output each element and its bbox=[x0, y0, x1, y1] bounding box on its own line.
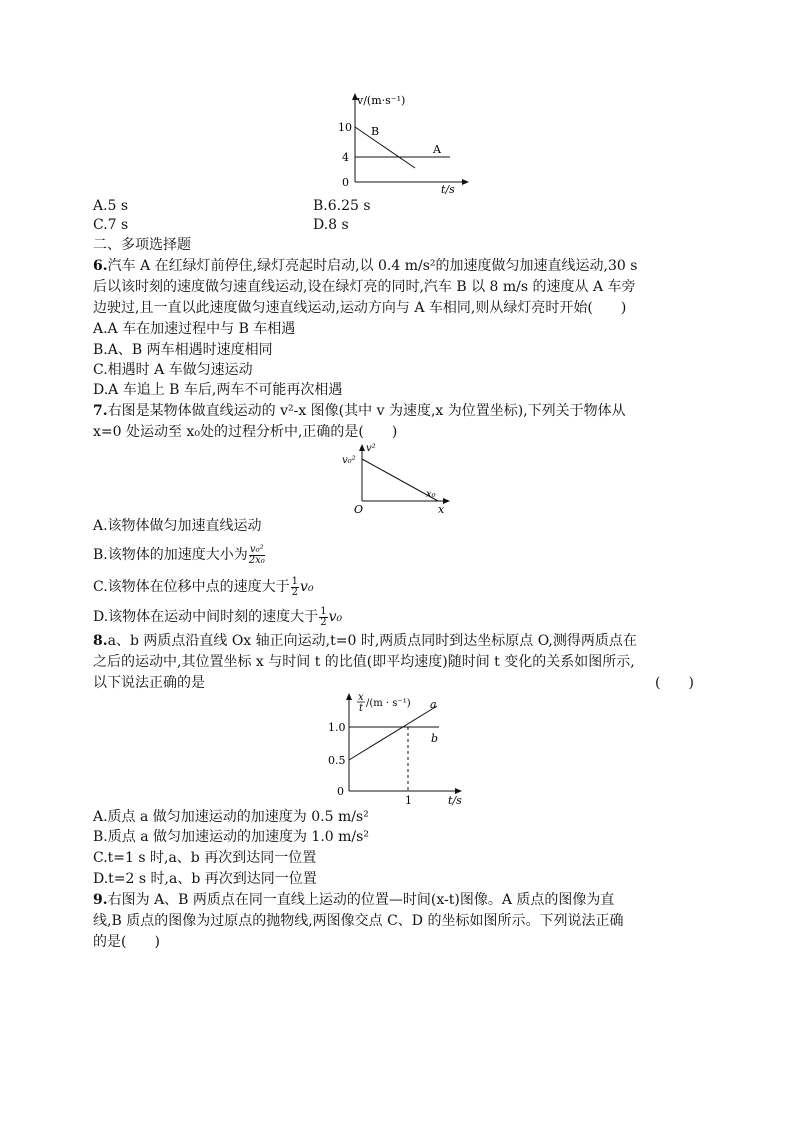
q7-option-b-text: B.该物体的加速度大小为 bbox=[93, 547, 248, 563]
y-axis-fraction-x: x bbox=[358, 692, 364, 703]
q5-option-d[interactable]: D.8 s bbox=[313, 217, 349, 233]
q9-number: 9. bbox=[93, 892, 108, 908]
tick-10: 10 bbox=[338, 121, 352, 134]
q8-option-d[interactable]: D.t=2 s 时,a、b 再次到达同一位置 bbox=[93, 871, 317, 887]
tick-x-1: 1 bbox=[405, 794, 412, 806]
y-axis-unit: /(m · s⁻¹) bbox=[366, 698, 411, 709]
q7-option-c-v0: v₀ bbox=[300, 579, 314, 595]
fraction-numerator: 1 bbox=[320, 605, 327, 617]
q5-option-c[interactable]: C.7 s bbox=[93, 217, 129, 233]
q7-text-1: 右图是某物体做直线运动的 v²-x 图像(其中 v 为速度,x 为位置坐标),下列关于物体从 bbox=[107, 403, 626, 419]
v2-axis-label: v² bbox=[366, 443, 376, 454]
fraction-numerator: 1 bbox=[291, 575, 299, 587]
q5-option-b[interactable]: B.6.25 s bbox=[313, 198, 371, 214]
q6-option-b[interactable]: B.A、B 两车相遇时速度相同 bbox=[93, 342, 273, 358]
q9-stem-line-1 bbox=[93, 890, 614, 910]
q6-stem-line-3: 边驶过,且一直以此速度做匀速直线运动,运动方向与 A 车相同,则从绿灯亮时开始( ) bbox=[93, 300, 627, 316]
t-axis-label: t/s bbox=[448, 794, 462, 806]
tick-0-5: 0.5 bbox=[328, 754, 346, 767]
q8-stem-line-2: 之后的运动中,其位置坐标 x 与时间 t 的比值(即平均速度)随时间 t 变化的关系如图所示, bbox=[93, 654, 635, 670]
q8-option-a[interactable]: A.质点 a 做匀加速运动的加速度为 0.5 m/s² bbox=[93, 809, 369, 825]
q7-option-c-text: C.该物体在位移中点的速度大于 bbox=[93, 579, 290, 595]
q8-text-3: 以下说法正确的是 bbox=[93, 675, 205, 691]
q6-option-a[interactable]: A.A 车在加速过程中与 B 车相遇 bbox=[93, 321, 296, 337]
q7-option-b[interactable] bbox=[93, 540, 266, 570]
q5-options-row-1 bbox=[93, 196, 371, 216]
q7-stem-line-1 bbox=[93, 401, 626, 421]
q7-option-c-fraction bbox=[291, 577, 299, 598]
q7-option-b-fraction bbox=[249, 545, 265, 566]
q8-text-1: a、b 两质点沿直线 Ox 轴正向运动,t=0 时,两质点同时到达坐标原点 O,测得两质点在 bbox=[107, 633, 637, 649]
q8-option-c[interactable]: C.t=1 s 时,a、b 再次到达同一位置 bbox=[93, 850, 317, 866]
fraction-denominator: 2x₀ bbox=[248, 554, 265, 566]
q7-option-a[interactable]: A.该物体做匀加速直线运动 bbox=[93, 518, 262, 534]
q7-number: 7. bbox=[93, 403, 108, 419]
tick-1-0: 1.0 bbox=[328, 721, 346, 734]
series-b-label: B bbox=[371, 125, 380, 138]
t-axis-label: t/s bbox=[441, 183, 455, 195]
q7-option-c[interactable] bbox=[93, 573, 314, 601]
q7-stem-line-2: x=0 处运动至 x₀处的过程分析中,正确的是( ) bbox=[93, 424, 398, 440]
q5-option-a[interactable]: A.5 s bbox=[93, 198, 129, 214]
q5-options-row-2 bbox=[93, 215, 349, 235]
series-a-label: A bbox=[433, 143, 441, 156]
q6-number: 6. bbox=[93, 258, 108, 274]
q7-option-d-text: D.该物体在运动中间时刻的速度大于 bbox=[93, 609, 319, 625]
q9-stem-line-3: 的是( ) bbox=[93, 934, 160, 950]
q6-option-c[interactable]: C.相遇时 A 车做匀速运动 bbox=[93, 362, 253, 378]
y-axis-fraction-t: t bbox=[359, 703, 364, 714]
q8-option-b[interactable]: B.质点 a 做匀加速运动的加速度为 1.0 m/s² bbox=[93, 829, 369, 845]
q8-stem-line-1 bbox=[93, 631, 637, 651]
q6-text-1: 汽车 A 在红绿灯前停住,绿灯亮起时启动,以 0.4 m/s²的加速度做匀加速直线运动,30 s bbox=[107, 258, 638, 274]
v-axis-label: v/(m·s⁻¹) bbox=[357, 94, 406, 107]
q7-option-d[interactable] bbox=[93, 603, 342, 631]
q9-stem-line-2: 线,B 质点的图像为过原点的抛物线,两图像交点 C、D 的坐标如图所示。下列说法正确 bbox=[93, 913, 624, 929]
origin-o-label: O bbox=[354, 503, 364, 516]
velocity-time-graph bbox=[335, 90, 475, 195]
x-axis-label: x bbox=[438, 503, 445, 516]
v-squared-x-graph bbox=[338, 441, 458, 516]
q8-stem-line-3 bbox=[93, 673, 205, 693]
fraction-denominator: 2 bbox=[320, 616, 327, 628]
q8-number: 8. bbox=[93, 633, 108, 649]
tick-4: 4 bbox=[342, 151, 349, 164]
v0-squared-label: v₀² bbox=[342, 455, 356, 466]
q9-text-1: 右图为 A、B 两质点在同一直线上运动的位置—时间(x-t)图像。A 质点的图像为直 bbox=[107, 892, 615, 908]
q8-answer-paren[interactable]: ( ) bbox=[655, 675, 694, 691]
q6-option-d[interactable]: D.A 车追上 B 车后,两车不可能再次相遇 bbox=[93, 382, 343, 398]
section-title: 二、多项选择题 bbox=[93, 237, 191, 253]
origin-label: 0 bbox=[342, 176, 349, 189]
origin-label: 0 bbox=[337, 785, 344, 798]
series-a-label: a bbox=[430, 698, 437, 711]
q7-option-d-v0: v₀ bbox=[328, 609, 343, 625]
x-over-t-graph bbox=[325, 688, 470, 806]
fraction-numerator: v₀² bbox=[249, 543, 264, 555]
q6-stem-line-1 bbox=[93, 256, 637, 276]
x0-label: x₀ bbox=[426, 489, 436, 500]
q7-option-d-fraction bbox=[319, 607, 327, 628]
q6-stem-line-2: 后以该时刻的速度做匀速直线运动,设在绿灯亮的同时,汽车 B 以 8 m/s 的速度从 A 车旁 bbox=[93, 279, 636, 295]
fraction-denominator: 2 bbox=[291, 586, 299, 598]
series-b-label: b bbox=[431, 732, 439, 745]
